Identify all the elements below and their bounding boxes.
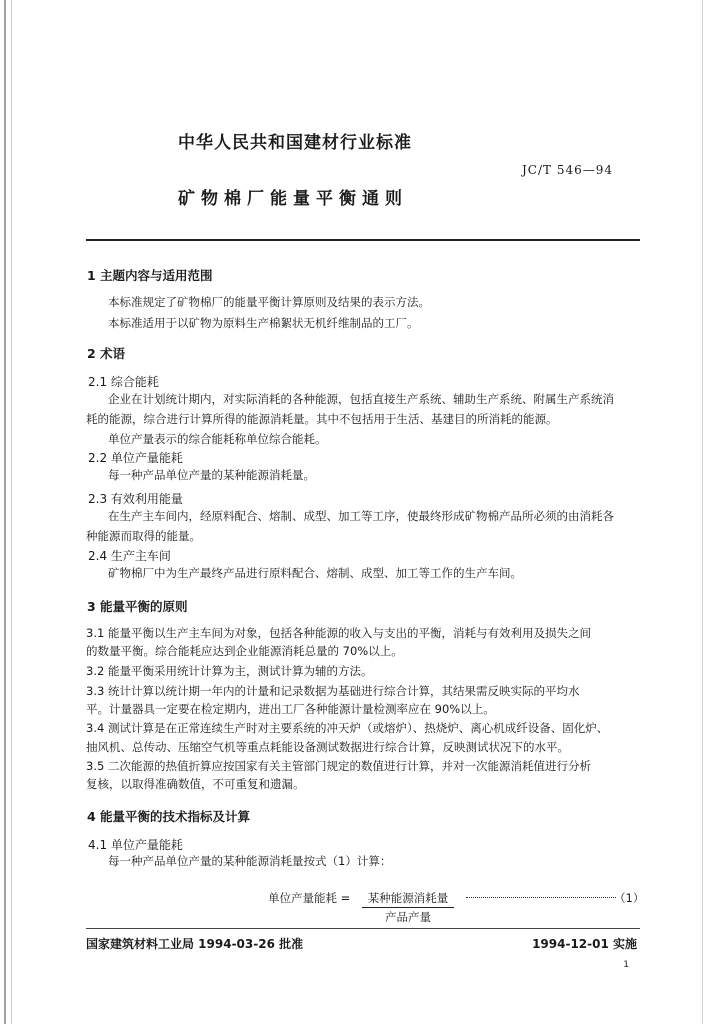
formula-leader-dots [466, 897, 616, 898]
document-title: 矿物棉厂能量平衡通则 [178, 189, 408, 209]
clause-2-2-heading: 2.2 单位产量能耗 [88, 451, 183, 465]
clause-2-3-heading: 2.3 有效利用能量 [88, 492, 183, 506]
page-number: 1 [623, 960, 629, 970]
header-rule [86, 239, 640, 241]
clause-3-1-line-2: 的数量平衡。综合能耗应达到企业能源消耗总量的 70%以上。 [86, 644, 403, 658]
formula-denominator: 产品产量 [385, 910, 431, 924]
clause-2-1-line-2: 耗的能源，综合进行计算所得的能源消耗量。其中不包括用于生活、基建目的所消耗的能源。 [86, 412, 558, 426]
section-3-heading: 3 能量平衡的原则 [87, 599, 188, 614]
clause-2-3-line-2: 种能源而取得的能量。 [86, 529, 201, 543]
clause-3-5-line-1: 3.5 二次能源的热值折算应按国家有关主管部门规定的数值进行计算，并对一次能源消耗值进行分析 [86, 759, 591, 773]
clause-2-4-line-1: 矿物棉厂中为生产最终产品进行原料配合、熔制、成型、加工等工作的生产车间。 [108, 566, 522, 580]
formula-numerator: 某种能源消耗量 [362, 890, 454, 908]
clause-2-3-line-1: 在生产主车间内，经原料配合、熔制、成型、加工等工序，使最终形成矿物棉产品所必须的由消耗各 [108, 509, 614, 523]
clause-3-2-line-1: 3.2 能量平衡采用统计计算为主，测试计算为辅的方法。 [86, 664, 373, 678]
standard-code: JC/T 546—94 [521, 163, 613, 177]
section-4-heading: 4 能量平衡的技术指标及计算 [87, 809, 251, 824]
clause-2-2-line-1: 每一种产品单位产量的某种能源消耗量。 [108, 468, 315, 482]
scan-edge-left-inner [11, 0, 12, 1024]
clause-3-4-line-1: 3.4 测试计算是在正常连续生产时对主要系统的冲天炉（或熔炉）、热烧炉、离心机成纤设备、固化炉、 [86, 721, 609, 735]
section-2-heading: 2 术语 [87, 346, 126, 361]
clause-3-4-line-2: 抽风机、总传动、压缩空气机等重点耗能设备测试数据进行综合计算，反映测试状况下的水平。 [86, 740, 569, 754]
approval-line: 国家建筑材料工业局 1994-03-26 批准 [86, 937, 304, 951]
clause-3-3-line-2: 平。计量器具一定要在检定期内，进出工厂各种能源计量检测率应在 90%以上。 [86, 702, 495, 716]
clause-2-1-line-3: 单位产量表示的综合能耗称单位综合能耗。 [108, 432, 327, 446]
formula-lhs: 单位产量能耗 = [268, 891, 351, 905]
section-1-paragraph-2: 本标准适用于以矿物为原料生产棉絮状无机纤维制品的工厂。 [108, 316, 419, 330]
implementation-date: 1994-12-01 实施 [532, 937, 637, 951]
clause-4-1-line-1: 每一种产品单位产量的某种能源消耗量按式（1）计算： [108, 854, 392, 868]
clause-3-1-line-1: 3.1 能量平衡以生产主车间为对象，包括各种能源的收入与支出的平衡，消耗与有效利用及损失之间 [86, 626, 591, 640]
footer-rule [86, 928, 640, 929]
section-1-heading: 1 主题内容与适用范围 [87, 268, 213, 283]
clause-2-1-line-1: 企业在计划统计期内，对实际消耗的各种能源，包括直接生产系统、辅助生产系统、附属生产系统消 [108, 392, 614, 406]
clause-4-1-heading: 4.1 单位产量能耗 [88, 838, 183, 852]
scan-edge-left [4, 0, 6, 1024]
scan-edge-right [702, 0, 703, 1024]
clause-2-1-heading: 2.1 综合能耗 [88, 375, 159, 389]
issuing-organization: 中华人民共和国建材行业标准 [178, 133, 412, 153]
clause-3-5-line-2: 复核，以取得准确数值，不可重复和遗漏。 [86, 777, 305, 791]
formula-number: （1） [614, 891, 645, 905]
clause-2-4-heading: 2.4 生产主车间 [88, 549, 171, 563]
section-1-paragraph-1: 本标准规定了矿物棉厂的能量平衡计算原则及结果的表示方法。 [108, 295, 430, 309]
clause-3-3-line-1: 3.3 统计计算以统计期一年内的计量和记录数据为基础进行综合计算，其结果需反映实际的平均水 [86, 684, 580, 698]
formula-fraction [362, 890, 454, 925]
